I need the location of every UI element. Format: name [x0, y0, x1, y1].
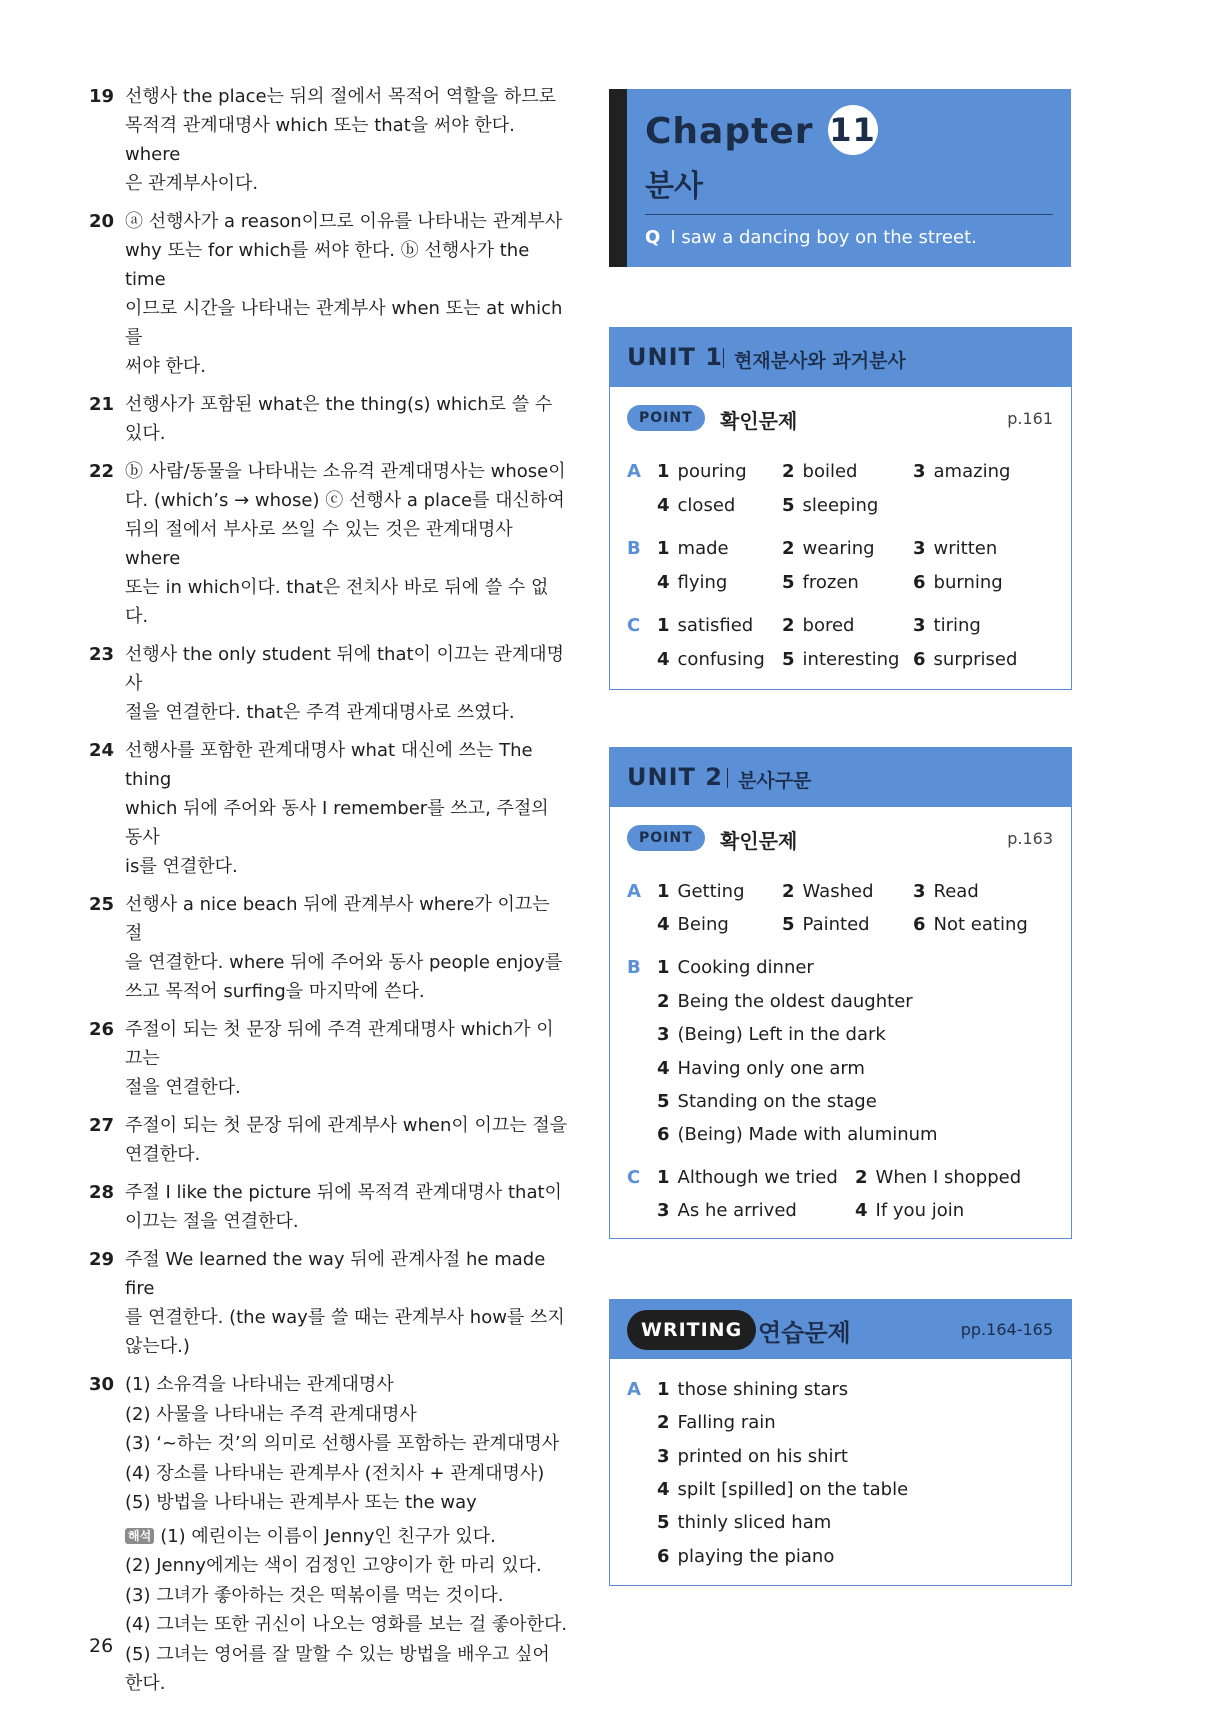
line: (3) ‘~하는 것’의 의미로 선행사를 포함하는 관계대명사 — [125, 1433, 560, 1454]
section-label: C — [627, 1167, 641, 1188]
answer: 4 Having only one arm — [657, 1058, 865, 1079]
line: (5) 그녀는 영어를 잘 말할 수 있는 방법을 배우고 싶어 한다. — [125, 1643, 550, 1694]
line: 써야 한다. — [125, 356, 206, 377]
answer: 1 made — [657, 538, 729, 559]
line: (4) 장소를 나타내는 관계부사 (전치사 + 관계대명사) — [125, 1462, 545, 1484]
writing-header — [610, 1299, 1071, 1359]
explanation-30 — [89, 1370, 569, 1699]
chapter-number-badge: 11 — [828, 105, 878, 155]
line: 선행사를 포함한 관계대명사 what 대신에 쓰는 The thing — [125, 740, 533, 790]
line: (5) 방법을 나타내는 관계부사 또는 the way — [125, 1492, 477, 1513]
line: 선행사 a nice beach 뒤에 관계부사 where가 이끄는 절 — [125, 894, 550, 944]
translation-badge: 해석 — [125, 1528, 154, 1544]
page-reference: p.161 — [1007, 409, 1053, 428]
explanation-21 — [89, 390, 569, 448]
explanation-25 — [89, 890, 569, 1006]
unit-label: UNIT 2 — [627, 763, 723, 791]
line: (1) 예린이는 이름이 Jenny인 친구가 있다. — [160, 1525, 496, 1547]
question-label: Q — [645, 227, 661, 248]
answer: 2 When I shopped — [855, 1167, 1022, 1188]
chapter-subtitle: 분사 — [645, 169, 703, 204]
answer: 2 boiled — [782, 461, 858, 482]
page-number: 26 — [89, 1635, 114, 1657]
line: 있다. — [125, 423, 166, 444]
answer: 4 flying — [657, 572, 728, 593]
answer: 4 spilt [spilled] on the table — [657, 1479, 909, 1500]
answer: 6 burning — [913, 572, 1003, 593]
answer: 3 Read — [913, 881, 979, 902]
line: 주절이 되는 첫 문장 뒤에 주격 관계대명사 which가 이끄는 — [125, 1019, 554, 1069]
item-number: 29 — [89, 1249, 115, 1270]
item-number: 28 — [89, 1182, 115, 1203]
explanation-22 — [89, 457, 569, 631]
item-number: 19 — [89, 86, 115, 107]
answer: 6 (Being) Made with aluminum — [657, 1124, 938, 1145]
line: 목적격 관계대명사 which 또는 that을 써야 한다. where — [125, 115, 515, 165]
line: 를 연결한다. (the way를 쓸 때는 관계부사 how를 쓰지 — [125, 1307, 565, 1328]
answer: 5 Painted — [782, 914, 870, 935]
answer: 1 Getting — [657, 881, 745, 902]
line: which 뒤에 주어와 동사 I remember를 쓰고, 주절의 동사 — [125, 798, 549, 848]
line: 절을 연결한다. that은 주격 관계대명사로 쓰였다. — [125, 702, 515, 723]
explanation-26 — [89, 1015, 569, 1102]
unit-title: 현재분사와 과거분사 — [734, 350, 906, 372]
section-label: C — [627, 615, 641, 636]
section-label: A — [627, 881, 641, 902]
answer: 1 those shining stars — [657, 1379, 849, 1400]
line: is를 연결한다. — [125, 856, 238, 877]
page-reference: pp.164-165 — [960, 1320, 1053, 1339]
line: (1) 소유격을 나타내는 관계대명사 — [125, 1374, 394, 1395]
answer: 1 Although we tried — [657, 1167, 838, 1188]
answer: 3 written — [913, 538, 998, 559]
unit1-header — [610, 327, 1071, 387]
divider — [645, 214, 1053, 215]
answer: 6 Not eating — [913, 914, 1028, 935]
answer: 4 confusing — [657, 649, 765, 670]
chapter-side-bar — [609, 89, 627, 267]
unit-label: UNIT 1 — [627, 343, 723, 371]
item-number: 22 — [89, 461, 115, 482]
line: 쓰고 목적어 surfing을 마지막에 쓴다. — [125, 981, 425, 1002]
section-label: B — [627, 957, 641, 978]
answer: 5 Standing on the stage — [657, 1091, 877, 1112]
answer: 1 satisfied — [657, 615, 754, 636]
line: 이므로 시간을 나타내는 관계부사 when 또는 at which를 — [125, 298, 563, 348]
line: 선행사 the only student 뒤에 that이 이끄는 관계대명사 — [125, 644, 565, 694]
line: 절을 연결한다. — [125, 1077, 241, 1098]
line: 주절 We learned the way 뒤에 관계사절 he made fire — [125, 1249, 546, 1299]
unit1-box — [609, 327, 1072, 690]
answer: 5 interesting — [782, 649, 900, 670]
explanation-20 — [89, 207, 569, 381]
section-label: B — [627, 538, 641, 559]
item-number: 27 — [89, 1115, 115, 1136]
section-label: A — [627, 461, 641, 482]
line: ⓑ 사람/동물을 나타내는 소유격 관계대명사는 whose이 — [125, 461, 566, 482]
chapter-header — [609, 89, 1071, 267]
answer: 3 As he arrived — [657, 1200, 797, 1221]
line: ⓐ 선행사가 a reason이므로 이유를 나타내는 관계부사 — [125, 211, 563, 232]
item-number: 24 — [89, 740, 115, 761]
explanation-27 — [89, 1111, 569, 1169]
answer: 2 Washed — [782, 881, 874, 902]
line: 주절 I like the picture 뒤에 목적격 관계대명사 that이 — [125, 1182, 562, 1203]
answer: 2 bored — [782, 615, 855, 636]
unit2-header — [610, 747, 1071, 807]
explanation-23 — [89, 640, 569, 727]
answer: 4 If you join — [855, 1200, 965, 1221]
item-number: 30 — [89, 1374, 115, 1395]
chapter-word: Chapter — [645, 111, 814, 152]
answer: 3 (Being) Left in the dark — [657, 1024, 886, 1045]
answer: 4 Being — [657, 914, 729, 935]
explanation-29 — [89, 1245, 569, 1361]
line: 다. (which’s → whose) ⓒ 선행사 a place를 대신하여 — [125, 490, 565, 511]
item-number: 23 — [89, 644, 115, 665]
chapter-title — [645, 105, 878, 155]
divider — [727, 768, 728, 788]
divider — [723, 348, 724, 368]
line: why 또는 for which를 써야 한다. ⓑ 선행사가 the time — [125, 240, 530, 290]
answer: 1 pouring — [657, 461, 747, 482]
item-number: 20 — [89, 211, 115, 232]
answer: 5 sleeping — [782, 495, 879, 516]
explanation-24 — [89, 736, 569, 881]
translation-block — [125, 1522, 569, 1699]
explanation-28 — [89, 1178, 569, 1236]
item-number: 25 — [89, 894, 115, 915]
answer: 2 wearing — [782, 538, 875, 559]
item-number: 21 — [89, 394, 115, 415]
point-title: 확인문제 — [720, 829, 798, 853]
writing-title: 연습문제 — [758, 1319, 851, 1347]
unit-title: 분사구문 — [738, 770, 812, 792]
point-title: 확인문제 — [720, 409, 798, 433]
answer: 3 printed on his shirt — [657, 1446, 848, 1467]
line: (2) 사물을 나타내는 주격 관계대명사 — [125, 1403, 417, 1425]
section-label: A — [627, 1379, 641, 1400]
line: 선행사 the place는 뒤의 절에서 목적어 역할을 하므로 — [125, 86, 557, 107]
answer: 3 amazing — [913, 461, 1011, 482]
line: 또는 in which이다. that은 전치사 바로 뒤에 쓸 수 없다. — [125, 577, 549, 627]
line: 이끄는 절을 연결한다. — [125, 1211, 299, 1232]
explanation-19 — [89, 82, 569, 198]
line: 연결한다. — [125, 1144, 201, 1165]
writing-pill: WRITING — [627, 1310, 756, 1350]
line: 선행사가 포함된 what은 the thing(s) which로 쓸 수 — [125, 394, 553, 415]
line: 뒤의 절에서 부사로 쓰일 수 있는 것은 관계대명사 where — [125, 519, 513, 569]
line: 을 연결한다. where 뒤에 주어와 동사 people enjoy를 — [125, 952, 563, 973]
answer: 4 closed — [657, 495, 736, 516]
line: 주절이 되는 첫 문장 뒤에 관계부사 when이 이끄는 절을 — [125, 1115, 568, 1136]
chapter-question — [645, 227, 977, 248]
line: (4) 그녀는 또한 귀신이 나오는 영화를 보는 걸 좋아한다. — [125, 1614, 568, 1635]
writing-box — [609, 1299, 1072, 1586]
question-text: I saw a dancing boy on the street. — [670, 227, 977, 248]
answer: 6 surprised — [913, 649, 1018, 670]
answer: 5 frozen — [782, 572, 859, 593]
answer: 3 tiring — [913, 615, 981, 636]
answer: 2 Being the oldest daughter — [657, 991, 913, 1012]
line: 않는다.) — [125, 1336, 190, 1357]
line: 은 관계부사이다. — [125, 173, 259, 194]
answer: 2 Falling rain — [657, 1412, 776, 1433]
answer: 1 Cooking dinner — [657, 957, 814, 978]
page-reference: p.163 — [1007, 829, 1053, 848]
point-pill: POINT — [627, 825, 705, 851]
unit2-box — [609, 747, 1072, 1239]
answer: 6 playing the piano — [657, 1546, 835, 1567]
item-number: 26 — [89, 1019, 115, 1040]
line: (2) Jenny에게는 색이 검정인 고양이가 한 마리 있다. — [125, 1555, 542, 1576]
answer: 5 thinly sliced ham — [657, 1512, 832, 1533]
point-pill: POINT — [627, 405, 705, 431]
explanations-column — [89, 82, 569, 1708]
line: (3) 그녀가 좋아하는 것은 떡볶이를 먹는 것이다. — [125, 1584, 504, 1606]
